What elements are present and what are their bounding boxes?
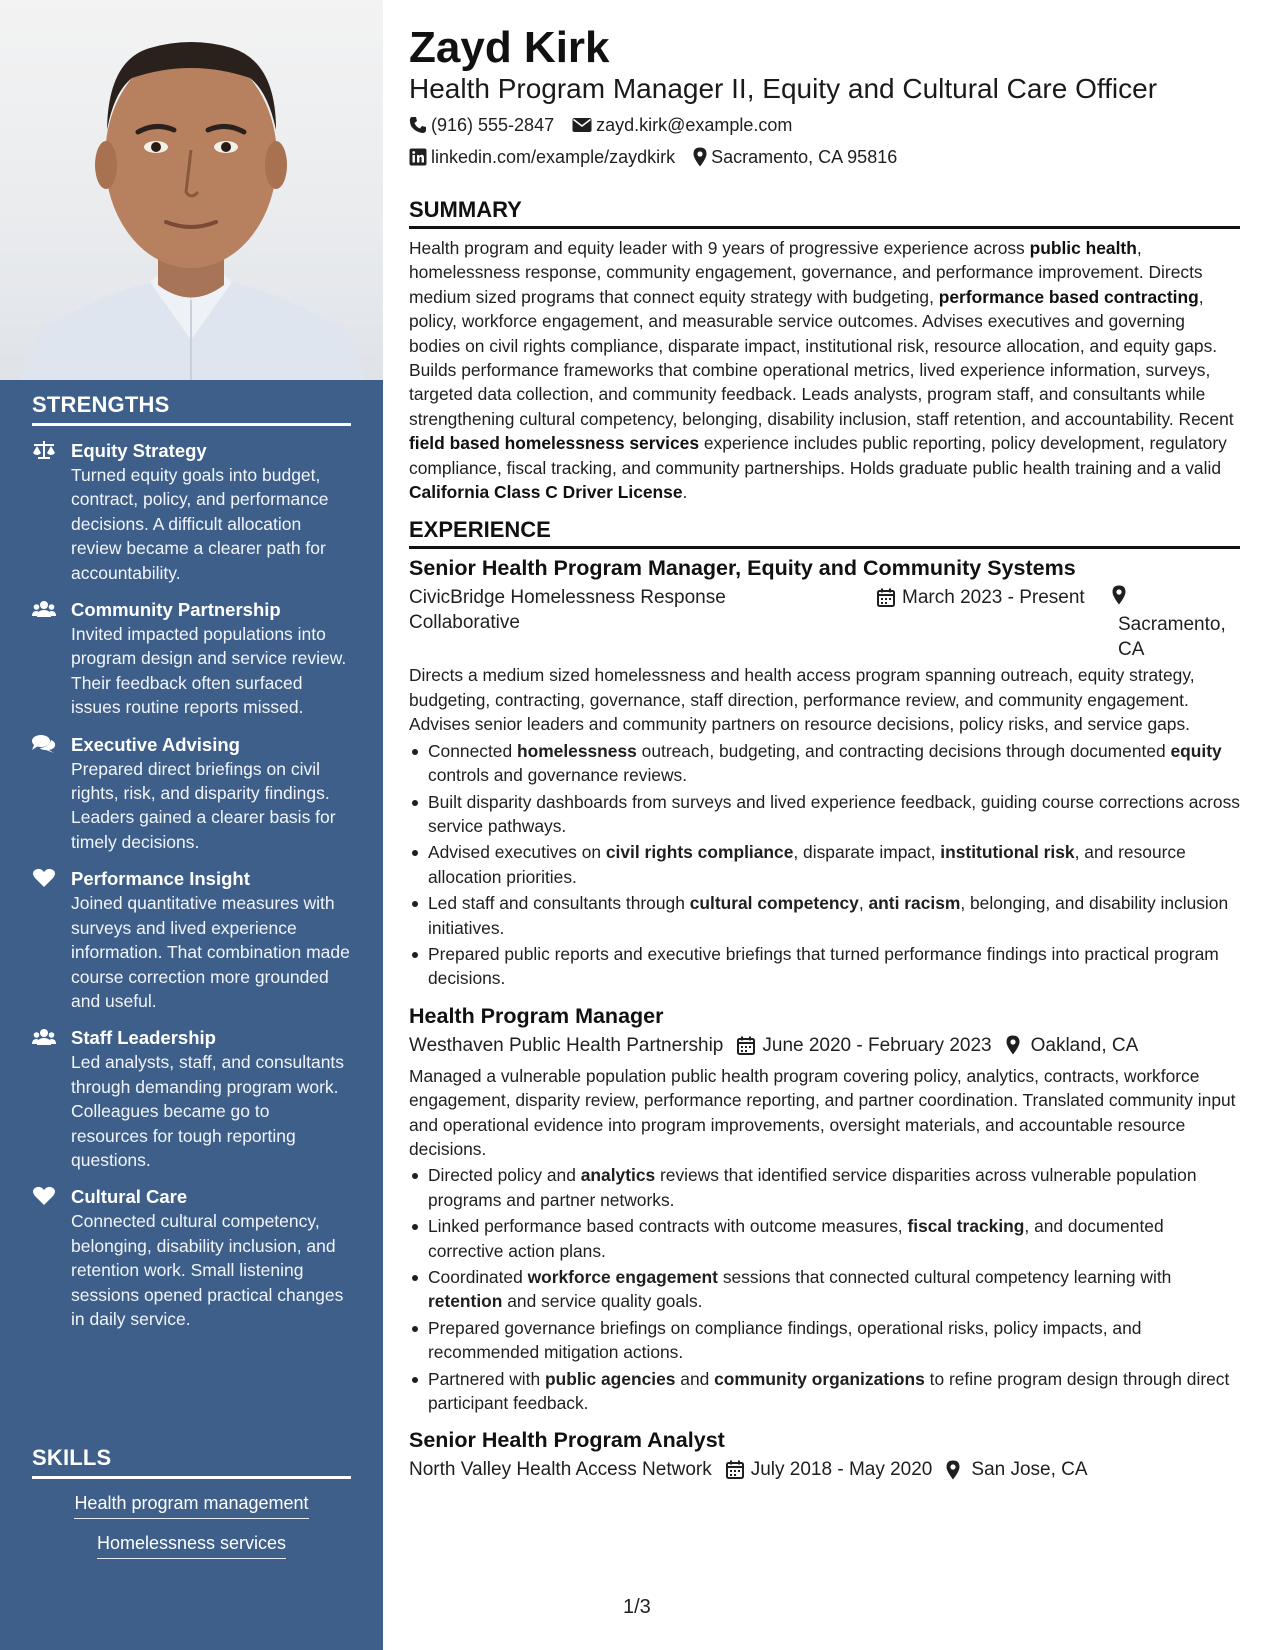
users-icon — [32, 1027, 56, 1047]
strength-title: Performance Insight — [71, 868, 250, 890]
contact-row — [409, 141, 1240, 173]
bold-keyword: public agencies — [544, 1368, 676, 1389]
bold-keyword: civil rights compliance — [605, 842, 794, 863]
job-location — [946, 1457, 1087, 1482]
bold-keyword: analytics — [580, 1165, 656, 1186]
job-org: CivicBridge Homelessness Response Collaborative — [409, 587, 726, 634]
strength-item — [32, 866, 351, 1013]
job-title: Senior Health Program Analyst — [409, 1428, 725, 1453]
job-bullets — [409, 739, 1240, 991]
bold-keyword: public health — [1029, 238, 1137, 258]
profile-photo — [0, 0, 383, 380]
job-meta — [409, 1033, 1240, 1058]
job-dates-text: March 2023 - Present — [902, 587, 1085, 609]
candidate-name: Zayd Kirk — [409, 23, 610, 72]
skill-item — [32, 1533, 351, 1559]
strengths-section — [32, 392, 351, 1331]
job-location — [1112, 585, 1240, 662]
job-description: Directs a medium sized homelessness and health access program spanning outreach, equity strategy, budgeting, contracting, governance, staff direction, performance review, and community engagement. Advises senior leaders and community partners on resource decisions, policy risks, and service gaps. — [409, 665, 1195, 735]
sidebar — [0, 0, 383, 1650]
job-bullet: Linked performance based contracts with outcome measures, fiscal tracking, and documented corrective action plans. — [409, 1214, 1240, 1263]
candidate-headline: Health Program Manager II, Equity and Cultural Care Officer — [409, 73, 1158, 104]
phone-text: (916) 555-2847 — [431, 115, 555, 135]
bold-keyword: cultural competency — [689, 893, 859, 914]
job-bullet: Coordinated workforce engagement sessions that connected cultural competency learning with retention and service quality goals. — [409, 1265, 1240, 1314]
job-location-text: Sacramento, CA — [1118, 614, 1226, 661]
strength-description: Led analysts, staff, and consultants through demanding program work. Colleagues became go to resources for tough reporting questions. — [71, 1052, 345, 1170]
skill-label: Homelessness services — [97, 1533, 286, 1559]
skills-section — [32, 1445, 351, 1559]
comments-icon — [32, 734, 56, 754]
location-text: Sacramento, CA 95816 — [711, 147, 898, 167]
portrait-illustration — [0, 0, 383, 380]
job-dates — [877, 585, 1085, 610]
heart-icon — [32, 868, 56, 888]
balance-scale-icon — [32, 440, 56, 460]
job-org: North Valley Health Access Network — [409, 1459, 712, 1481]
job-entry — [409, 553, 1240, 990]
strength-item — [32, 438, 351, 585]
strength-description: Joined quantitative measures with surveys and lived experience information. That combination made course correction more grounded and useful. — [71, 893, 350, 1011]
email-text: zayd.kirk@example.com — [596, 115, 793, 135]
calendar-icon — [877, 588, 895, 607]
strength-description: Prepared direct briefings on civil rights, risk, and disparity findings. Leaders gained a clearer basis for timely decisions. — [71, 758, 336, 852]
strengths-heading: STRENGTHS — [32, 392, 351, 426]
job-bullet: Prepared governance briefings on compliance findings, operational risks, policy impacts, and recommended mitigation actions. — [409, 1316, 1240, 1365]
skill-item — [32, 1493, 351, 1519]
phone-icon — [409, 116, 427, 134]
summary-text: Health program and equity leader with 9 years of progressive experience across public health, homelessness response, community engagement, governance, and performance improvement. Directs medium sized programs that connect equity strategy with budgeting, performance based contracting, policy, workforce engagement, and measurable service outcomes. Advises executives and governing bodies on civil rights compliance, disparate impact, institutional risk, resource allocation, and equity gaps. Builds performance frameworks that combine operational metrics, lived experience information, surveys, targeted data collection, and community feedback. Leads analysts, program staff, and consultants while strengthening cultural competency, belonging, disability inclusion, staff retention, and accountability. Recent field based homelessness services experience includes public reporting, policy development, regulatory compliance, fiscal tracking, and community partnerships. Holds graduate public health training and a valid California Class C Driver License. — [409, 238, 1234, 503]
linkedin-icon — [409, 148, 427, 166]
linkedin-item — [409, 141, 675, 173]
page-number: 1/3 — [623, 1596, 651, 1618]
envelope-icon — [572, 117, 592, 133]
skill-label: Health program management — [74, 1493, 308, 1519]
job-dates — [737, 1033, 991, 1058]
bold-keyword: equity — [1170, 740, 1222, 761]
job-meta — [409, 585, 1240, 661]
map-pin-icon — [1006, 1035, 1020, 1055]
bold-keyword: workforce engagement — [527, 1267, 718, 1287]
job-bullet: Connected homelessness outreach, budgeting, and contracting decisions through documented equity controls and governance reviews. — [409, 739, 1240, 788]
strength-item — [32, 597, 351, 720]
phone-item — [409, 109, 554, 141]
job-entry — [409, 1425, 1240, 1482]
map-pin-icon — [693, 147, 707, 167]
job-bullet: Directed policy and analytics reviews that identified service disparities across vulnerable population programs and partner networks. — [409, 1163, 1240, 1212]
job-dates — [726, 1457, 933, 1482]
job-bullet: Advised executives on civil rights compliance, disparate impact, institutional risk, and resource allocation priorities. — [409, 840, 1240, 889]
bold-keyword: fiscal tracking — [907, 1216, 1025, 1237]
job-dates-text: July 2018 - May 2020 — [750, 1459, 933, 1481]
skills-heading: SKILLS — [32, 1445, 351, 1479]
job-title: Senior Health Program Manager, Equity and Community Systems — [409, 556, 1076, 581]
bold-keyword: institutional risk — [940, 842, 1075, 863]
location-item — [693, 141, 897, 173]
job-location-text: Oakland, CA — [1030, 1034, 1139, 1056]
bold-keyword: anti racism — [868, 893, 961, 914]
bold-keyword: homelessness — [516, 740, 637, 761]
job-location — [1006, 1033, 1139, 1058]
bold-keyword: retention — [428, 1291, 503, 1312]
bold-keyword: performance based contracting — [938, 286, 1199, 307]
job-bullet: Partnered with public agencies and community organizations to refine program design through direct participant feedback. — [409, 1367, 1240, 1416]
job-description: Managed a vulnerable population public health program covering policy, analytics, contracts, workforce engagement, disparity review, performance reporting, and partner coordination. Translated community input and operational evidence into program improvements, oversight materials, and accountable resource decisions. — [409, 1065, 1236, 1159]
job-bullets — [409, 1163, 1240, 1415]
job-bullet: Built disparity dashboards from surveys and lived experience feedback, guiding course corrections across service pathways. — [409, 790, 1240, 839]
strength-title: Equity Strategy — [71, 440, 207, 461]
job-entry — [409, 1001, 1240, 1416]
job-bullet: Prepared public reports and executive briefings that turned performance findings into practical program decisions. — [409, 942, 1240, 991]
strength-title: Community Partnership — [71, 599, 281, 621]
job-title: Health Program Manager — [409, 1003, 664, 1028]
strength-title: Cultural Care — [71, 1186, 188, 1208]
users-icon — [32, 599, 56, 619]
map-pin-icon — [946, 1460, 960, 1480]
bold-keyword: California Class C Driver License — [409, 482, 683, 503]
bold-keyword: field based homelessness services — [409, 433, 700, 454]
map-pin-icon — [1112, 585, 1126, 605]
email-item — [572, 109, 792, 141]
experience-heading: EXPERIENCE — [409, 517, 1240, 549]
linkedin-text: linkedin.com/example/zaydkirk — [431, 147, 676, 167]
job-dates-text: June 2020 - February 2023 — [762, 1034, 992, 1056]
strength-item — [32, 732, 351, 855]
main-content — [409, 20, 1240, 1482]
strength-description: Connected cultural competency, belonging, disability inclusion, and retention work. Small listening sessions opened practical changes in daily service. — [71, 1211, 344, 1329]
strength-title: Executive Advising — [71, 733, 240, 755]
strength-item — [32, 1184, 351, 1331]
job-meta — [409, 1457, 1240, 1482]
strength-item — [32, 1025, 351, 1172]
job-bullet: Led staff and consultants through cultural competency, anti racism, belonging, and disability inclusion initiatives. — [409, 891, 1240, 940]
strength-title: Staff Leadership — [71, 1027, 216, 1049]
job-org: Westhaven Public Health Partnership — [409, 1034, 724, 1056]
bold-keyword: community organizations — [714, 1368, 925, 1389]
calendar-icon — [726, 1460, 744, 1479]
summary-heading: SUMMARY — [409, 197, 1240, 229]
contact-row — [409, 109, 1240, 141]
heart-icon — [32, 1186, 56, 1206]
calendar-icon — [737, 1036, 755, 1055]
strength-description: Invited impacted populations into program design and service review. Their feedback often surfaced issues routine reports missed. — [71, 624, 347, 718]
strength-description: Turned equity goals into budget, contract, policy, and performance decisions. A difficult allocation review became a clearer path for accountability. — [71, 465, 329, 583]
job-location-text: San Jose, CA — [971, 1459, 1088, 1481]
